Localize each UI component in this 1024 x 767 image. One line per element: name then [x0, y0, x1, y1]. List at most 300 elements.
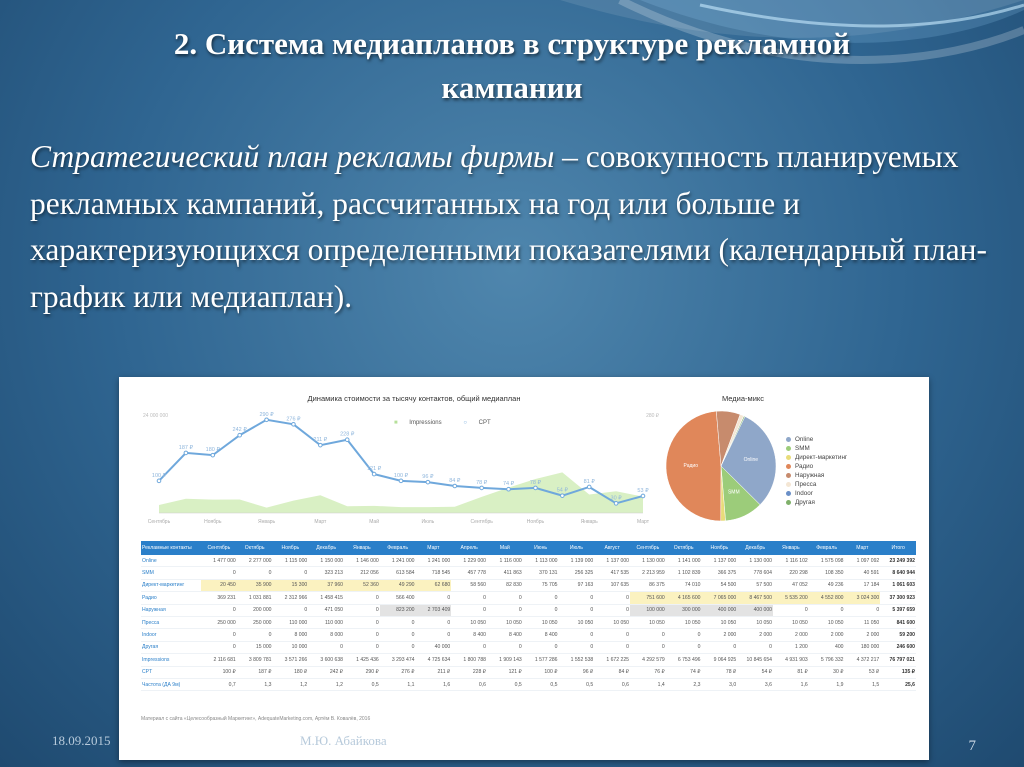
table-cell: 0	[845, 604, 881, 616]
table-cell: 0	[451, 592, 487, 604]
cpt-point	[265, 418, 269, 422]
table-cell: 0	[809, 604, 845, 616]
table-cell: 200 000	[237, 604, 273, 616]
media-mix-legend-item	[786, 444, 847, 453]
cpt-data-label: 211 ₽	[313, 437, 328, 444]
table-cell: 4 931 903	[773, 654, 809, 666]
table-cell: 1,2	[273, 678, 309, 690]
legend-dot-icon	[786, 455, 791, 460]
table-cell: 54 500	[702, 579, 738, 591]
table-cell: 8 000	[273, 629, 309, 641]
table-cell: 59 200	[880, 629, 916, 641]
table-cell: 8 400	[451, 629, 487, 641]
table-column-header: Июль	[559, 541, 595, 555]
table-cell: 1 130 000	[630, 555, 666, 567]
table-cell: 1 137 000	[702, 555, 738, 567]
cpt-data-label: 96 ₽	[422, 474, 434, 481]
table-cell: 8 400	[523, 629, 559, 641]
table-column-header: Июнь	[523, 541, 559, 555]
slide-title-line2: кампании	[441, 70, 583, 105]
media-mix-legend-label: Пресса	[795, 481, 817, 488]
table-column-header: Апрель	[451, 541, 487, 555]
table-cell: 6 753 496	[666, 654, 702, 666]
cpt-point	[480, 486, 484, 490]
cpt-point	[372, 472, 376, 476]
media-mix-title: Медиа-микс	[721, 394, 765, 403]
table-cell: 0	[630, 629, 666, 641]
x-tick-label: Январь	[580, 519, 598, 525]
table-cell: 10 050	[451, 616, 487, 628]
table-cell: 10 845 654	[737, 654, 773, 666]
table-cell: 0	[451, 641, 487, 653]
x-tick-label: Сентябрь	[470, 519, 493, 525]
legend-impressions: ■ Impressions	[394, 420, 442, 426]
table-cell: 457 778	[451, 567, 487, 579]
cpt-point	[319, 443, 323, 447]
media-mix-legend	[786, 435, 847, 507]
table-cell: 54 ₽	[737, 666, 773, 678]
table-cell: 400 000	[737, 604, 773, 616]
table-cell: 1 146 000	[344, 555, 380, 567]
slide-title-line1: 2. Система медиапланов в структуре рекламной	[173, 26, 851, 61]
table-cell: 57 500	[737, 579, 773, 591]
cpt-point	[157, 479, 161, 483]
table-cell: 250 000	[237, 616, 273, 628]
table-cell: 4 165 600	[666, 592, 702, 604]
table-cell: 0,5	[344, 678, 380, 690]
table-cell: 10 050	[773, 616, 809, 628]
table-cell: 2 000	[809, 629, 845, 641]
table-cell: 10 050	[702, 616, 738, 628]
table-column-header: Август	[594, 541, 630, 555]
table-cell: 1 141 000	[666, 555, 702, 567]
table-cell: 15 000	[237, 641, 273, 653]
pie-slice-label: Online	[743, 456, 759, 463]
footer-author: М.Ю. Абайкова	[300, 733, 387, 748]
cpt-point	[453, 484, 457, 488]
table-row-label: SMM	[141, 567, 201, 579]
table-row	[141, 629, 916, 641]
table-cell: 2 213 959	[630, 567, 666, 579]
table-cell: 35 900	[237, 579, 273, 591]
table-cell: 1,4	[630, 678, 666, 690]
table-cell: 751 600	[630, 592, 666, 604]
table-cell: 3 600 638	[308, 654, 344, 666]
legend-dot-icon	[786, 437, 791, 442]
table-row	[141, 666, 916, 678]
cpt-point	[507, 487, 511, 491]
media-mix-legend-label: Наружная	[795, 472, 825, 479]
table-cell: 3,0	[702, 678, 738, 690]
media-mix-legend-label: SMM	[795, 445, 810, 452]
table-column-header: Ноябрь	[273, 541, 309, 555]
table-cell: 1 477 000	[201, 555, 237, 567]
table-cell: 76 ₽	[630, 666, 666, 678]
table-column-header: Октябрь	[666, 541, 702, 555]
table-cell: 566 400	[380, 592, 416, 604]
media-mix-legend-label: Другая	[795, 499, 815, 506]
table-cell: 0	[451, 604, 487, 616]
table-cell: 212 056	[344, 567, 380, 579]
media-mix-legend-item	[786, 435, 847, 444]
x-tick-label: Май	[369, 519, 380, 525]
table-cell: 841 600	[880, 616, 916, 628]
table-cell: 369 231	[201, 592, 237, 604]
table-cell: 100 000	[630, 604, 666, 616]
table-cell: 1,5	[845, 678, 881, 690]
table-cell: 228 ₽	[451, 666, 487, 678]
table-cell: 400	[809, 641, 845, 653]
cpt-data-label: 74 ₽	[502, 481, 515, 488]
media-mix-pie	[664, 409, 779, 524]
table-cell: 4 552 800	[809, 592, 845, 604]
legend-dot-icon	[786, 473, 791, 478]
table-cell: 1,9	[809, 678, 845, 690]
table-cell: 0	[201, 567, 237, 579]
table-cell: 8 400	[487, 629, 523, 641]
mediaplan-figure	[119, 377, 929, 760]
table-row-label: Impressions	[141, 654, 201, 666]
table-row	[141, 678, 916, 690]
table-cell: 0	[559, 592, 595, 604]
table-cell: 10 050	[666, 616, 702, 628]
table-cell: 97 163	[559, 579, 595, 591]
table-cell: 0	[594, 604, 630, 616]
cpt-point	[426, 480, 430, 484]
cpt-data-label: 100 ₽	[151, 472, 167, 479]
table-cell: 242 ₽	[308, 666, 344, 678]
table-cell: 613 584	[380, 567, 416, 579]
table-cell: 1 672 225	[594, 654, 630, 666]
table-cell: 3 024 300	[845, 592, 881, 604]
cpt-impressions-chart	[141, 405, 661, 535]
table-cell: 4 292 579	[630, 654, 666, 666]
table-cell: 7 065 000	[702, 592, 738, 604]
table-cell: 107 635	[594, 579, 630, 591]
table-cell: 10 050	[487, 616, 523, 628]
table-cell: 1 137 000	[594, 555, 630, 567]
table-cell: 5 535 200	[773, 592, 809, 604]
table-cell: 0	[237, 629, 273, 641]
table-cell: 1 909 143	[487, 654, 523, 666]
table-cell: 10 050	[559, 616, 595, 628]
table-cell: 53 ₽	[845, 666, 881, 678]
cpt-data-label: 290 ₽	[259, 411, 274, 418]
cpt-data-label: 78 ₽	[529, 479, 542, 486]
table-cell: 86 375	[630, 579, 666, 591]
table-cell: 323 213	[308, 567, 344, 579]
table-cell: 246 600	[880, 641, 916, 653]
table-cell: 3,6	[737, 678, 773, 690]
table-cell: 0	[702, 641, 738, 653]
table-cell: 0	[559, 629, 595, 641]
table-row	[141, 592, 916, 604]
table-cell: 180 000	[845, 641, 881, 653]
table-column-header: Март	[416, 541, 452, 555]
table-column-header: Январь	[344, 541, 380, 555]
table-cell: 1 229 000	[451, 555, 487, 567]
table-cell: 2,3	[666, 678, 702, 690]
table-cell: 0	[380, 641, 416, 653]
body-italic-term: Стратегический план рекламы фирмы	[30, 139, 555, 174]
cpt-data-label: 228 ₽	[340, 431, 355, 438]
table-cell: 417 535	[594, 567, 630, 579]
table-cell: 1 241 000	[416, 555, 452, 567]
cpt-point	[587, 485, 591, 489]
cpt-data-label: 54 ₽	[556, 487, 568, 494]
table-cell: 1 061 603	[880, 579, 916, 591]
table-cell: 3 571 266	[273, 654, 309, 666]
table-cell: 250 000	[201, 616, 237, 628]
table-cell: 2 000	[702, 629, 738, 641]
table-cell: 2 000	[845, 629, 881, 641]
table-cell: 0	[559, 641, 595, 653]
body-definition: – совокупность планируемых рекламных кампаний, рассчитанных на год или больше и характеризующихся определенными показателями (календарный план-график или медиаплан).	[30, 139, 988, 314]
table-row	[141, 567, 916, 579]
table-row	[141, 616, 916, 628]
table-column-header: Итого	[880, 541, 916, 555]
table-row-label: Другая	[141, 641, 201, 653]
table-cell: 0	[344, 616, 380, 628]
table-cell: 0	[630, 641, 666, 653]
media-mix-legend-item	[786, 498, 847, 507]
table-cell: 8 000	[308, 629, 344, 641]
table-cell: 82 830	[487, 579, 523, 591]
media-mix-legend-item	[786, 471, 847, 480]
cpt-point	[211, 453, 215, 457]
table-cell: 10 050	[809, 616, 845, 628]
table-cell: 0	[416, 629, 452, 641]
table-cell: 290 ₽	[344, 666, 380, 678]
table-cell: 100 ₽	[523, 666, 559, 678]
table-cell: 411 863	[487, 567, 523, 579]
pie-slice-label: Радио	[683, 463, 699, 470]
table-cell: 0	[201, 604, 237, 616]
y-axis-top-left-label: 24 000 000	[143, 413, 169, 419]
cpt-point	[641, 494, 645, 498]
table-row	[141, 604, 916, 616]
table-cell: 23 249 392	[880, 555, 916, 567]
table-column-header: Декабрь	[737, 541, 773, 555]
table-cell: 1 241 000	[380, 555, 416, 567]
table-row	[141, 654, 916, 666]
table-cell: 110 000	[273, 616, 309, 628]
table-cell: 1 458 415	[308, 592, 344, 604]
table-cell: 0	[273, 604, 309, 616]
table-cell: 0	[237, 567, 273, 579]
table-cell: 471 050	[308, 604, 344, 616]
table-cell: 0	[666, 641, 702, 653]
x-tick-label: Март	[637, 519, 649, 525]
table-cell: 400 000	[702, 604, 738, 616]
table-cell: 108 350	[809, 567, 845, 579]
table-cell: 1,6	[773, 678, 809, 690]
table-cell: 0	[201, 629, 237, 641]
cpt-data-label: 242 ₽	[232, 427, 247, 434]
table-cell: 300 000	[666, 604, 702, 616]
x-tick-label: Сентябрь	[147, 519, 171, 525]
table-cell: 78 ₽	[702, 666, 738, 678]
table-cell: 62 680	[416, 579, 452, 591]
table-cell: 75 705	[523, 579, 559, 591]
table-cell: 0	[308, 641, 344, 653]
table-cell: 1 113 000	[523, 555, 559, 567]
table-cell: 49 290	[380, 579, 416, 591]
table-row-label: Online	[141, 555, 201, 567]
table-cell: 9 064 925	[702, 654, 738, 666]
media-mix-legend-label: Радио	[795, 463, 814, 470]
table-cell: 0	[666, 629, 702, 641]
table-row	[141, 641, 916, 653]
table-cell: 0	[559, 604, 595, 616]
cpt-data-label: 276 ₽	[286, 416, 301, 423]
table-cell: 0	[773, 604, 809, 616]
table-cell: 1 552 538	[559, 654, 595, 666]
table-cell: 10 050	[737, 616, 773, 628]
table-row-label: Наружная	[141, 604, 201, 616]
table-cell: 121 ₽	[487, 666, 523, 678]
table-row-label: Indoor	[141, 629, 201, 641]
table-cell: 4 725 634	[416, 654, 452, 666]
slide-title	[40, 22, 984, 110]
cpt-data-label: 30 ₽	[610, 495, 622, 502]
table-column-header: Октябрь	[237, 541, 273, 555]
table-cell: 1 130 000	[737, 555, 773, 567]
cpt-data-label: 53 ₽	[637, 487, 649, 494]
table-cell: 1,1	[380, 678, 416, 690]
table-cell: 30 ₽	[809, 666, 845, 678]
table-row-label: Директ-маркетинг	[141, 579, 201, 591]
table-cell: 135 ₽	[880, 666, 916, 678]
media-mix-legend-item	[786, 489, 847, 498]
table-cell: 1 116 000	[487, 555, 523, 567]
table-cell: 37 960	[308, 579, 344, 591]
legend-dot-icon	[786, 464, 791, 469]
table-cell: 81 ₽	[773, 666, 809, 678]
table-cell: 3 809 781	[237, 654, 273, 666]
table-column-header: Март	[845, 541, 881, 555]
mediaplan-table	[141, 541, 916, 691]
table-cell: 1 200	[773, 641, 809, 653]
table-cell: 0	[594, 592, 630, 604]
table-cell: 2 703 409	[416, 604, 452, 616]
x-tick-label: Март	[314, 519, 327, 525]
table-cell: 220 298	[773, 567, 809, 579]
table-column-header: Январь	[773, 541, 809, 555]
table-cell: 0	[487, 604, 523, 616]
table-column-header: Ноябрь	[702, 541, 738, 555]
slide-body-text	[30, 134, 1000, 320]
cpt-data-label: 84 ₽	[449, 478, 461, 484]
legend-dot-icon	[786, 500, 791, 505]
table-cell: 47 052	[773, 579, 809, 591]
table-cell: 180 ₽	[273, 666, 309, 678]
table-cell: 2 116 681	[201, 654, 237, 666]
table-cell: 11 050	[845, 616, 881, 628]
cpt-data-label: 187 ₽	[178, 444, 193, 451]
table-cell: 49 236	[809, 579, 845, 591]
table-column-header: Сентябрь	[630, 541, 666, 555]
table-cell: 40 591	[845, 567, 881, 579]
cpt-point	[345, 438, 349, 442]
table-cell: 2 000	[773, 629, 809, 641]
footer-date: 18.09.2015	[52, 733, 111, 748]
cpt-point	[614, 502, 618, 506]
table-cell: 0	[380, 616, 416, 628]
media-mix-legend-item	[786, 462, 847, 471]
x-tick-label: Январь	[257, 519, 276, 525]
table-cell: 0	[380, 629, 416, 641]
table-cell: 0	[523, 592, 559, 604]
table-cell: 2 312 966	[273, 592, 309, 604]
table-cell: 2 000	[737, 629, 773, 641]
table-cell: 74 ₽	[666, 666, 702, 678]
cpt-point	[292, 422, 296, 426]
table-cell: 0	[344, 641, 380, 653]
table-cell: 74 010	[666, 579, 702, 591]
table-cell: 1 097 092	[845, 555, 881, 567]
table-row	[141, 579, 916, 591]
table-cell: 0	[273, 567, 309, 579]
table-cell: 0,6	[451, 678, 487, 690]
media-mix-legend-label: Online	[795, 436, 814, 443]
cpt-data-label: 121 ₽	[367, 466, 382, 473]
table-cell: 0	[523, 641, 559, 653]
x-tick-label: Ноябрь	[526, 519, 545, 525]
table-cell: 2 277 000	[237, 555, 273, 567]
table-cell: 15 300	[273, 579, 309, 591]
line-chart-title: Динамика стоимости за тысячу контактов, общий медиаплан	[307, 394, 521, 403]
table-cell: 20 450	[201, 579, 237, 591]
table-cell: 370 131	[523, 567, 559, 579]
table-cell: 25,6	[880, 678, 916, 690]
table-cell: 1 116 102	[773, 555, 809, 567]
table-cell: 52 360	[344, 579, 380, 591]
table-cell: 37 300 923	[880, 592, 916, 604]
table-column-header: Рекламные контакты	[141, 541, 201, 555]
cpt-point	[534, 486, 538, 490]
table-cell: 276 ₽	[380, 666, 416, 678]
table-cell: 0	[487, 641, 523, 653]
legend-dot-icon	[786, 482, 791, 487]
table-cell: 1 102 839	[666, 567, 702, 579]
table-row-label: Радио	[141, 592, 201, 604]
table-cell: 10 050	[523, 616, 559, 628]
table-cell: 96 ₽	[559, 666, 595, 678]
media-mix-legend-item	[786, 453, 847, 462]
page-number: 7	[968, 738, 976, 754]
table-cell: 4 372 217	[845, 654, 881, 666]
table-cell: 0	[737, 641, 773, 653]
table-cell: 76 797 021	[880, 654, 916, 666]
table-cell: 3 293 474	[380, 654, 416, 666]
table-cell: 0	[344, 629, 380, 641]
table-cell: 1 150 000	[308, 555, 344, 567]
table-cell: 0,5	[523, 678, 559, 690]
table-column-header: Декабрь	[308, 541, 344, 555]
media-mix-legend-item	[786, 480, 847, 489]
table-row-label: CPT	[141, 666, 201, 678]
table-cell: 5 397 659	[880, 604, 916, 616]
table-cell: 1 575 098	[809, 555, 845, 567]
table-cell: 40 000	[416, 641, 452, 653]
table-cell: 8 640 944	[880, 567, 916, 579]
table-column-header: Февраль	[809, 541, 845, 555]
table-column-header: Февраль	[380, 541, 416, 555]
table-cell: 187 ₽	[237, 666, 273, 678]
table-cell: 0,5	[559, 678, 595, 690]
source-note: Материал с сайта «Целесообразный Маркетинг», AdequateMarketing.com, Артём В. Ковалёв, 2016	[141, 716, 371, 722]
